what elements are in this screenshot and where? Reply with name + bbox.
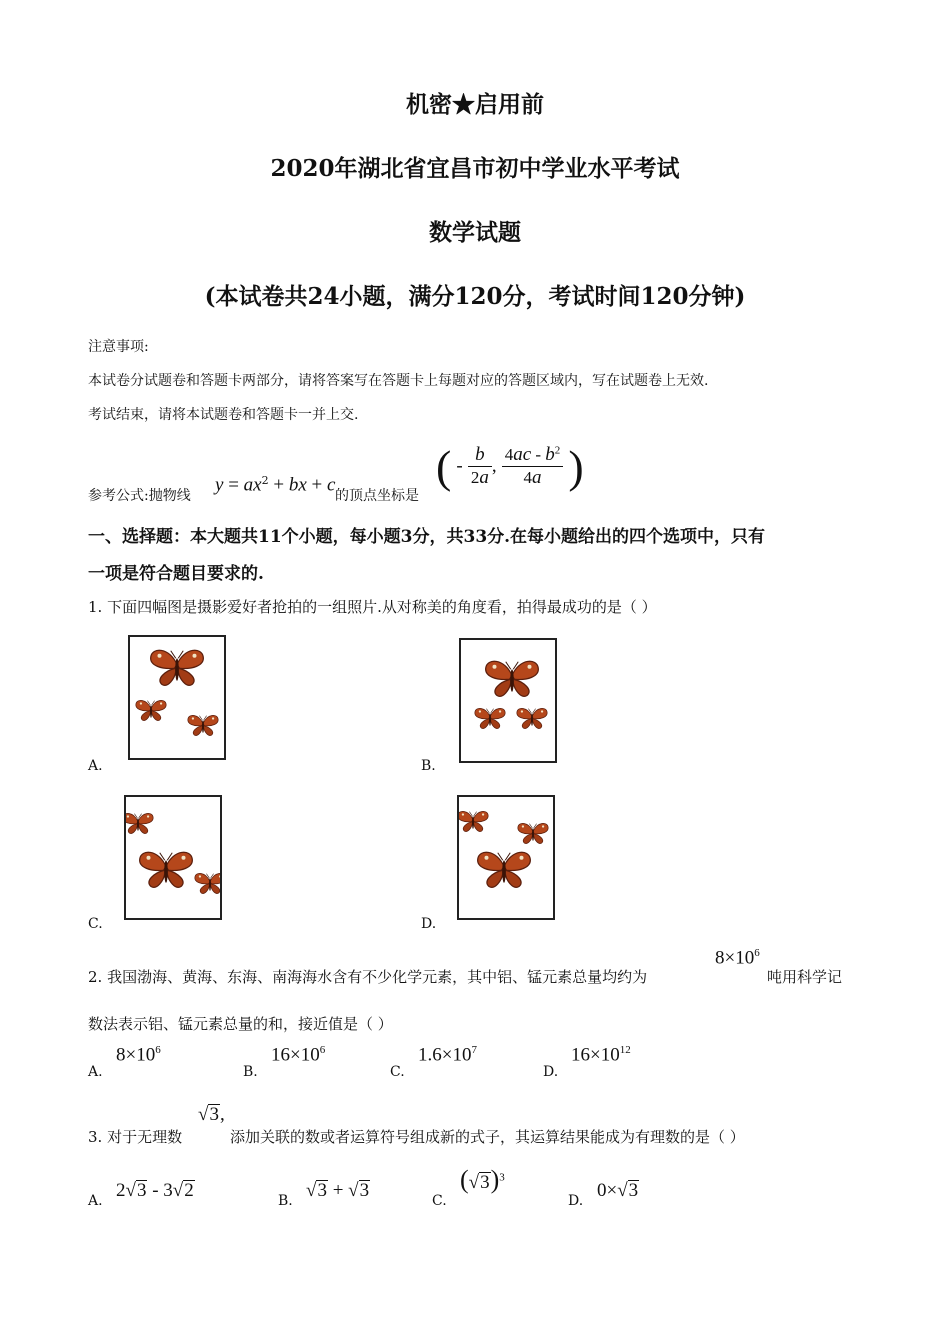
- q3-label-c: C.: [432, 1193, 447, 1209]
- q3-option-d: 0×√3: [597, 1180, 639, 1201]
- secret-label: 机密★启用前: [406, 91, 544, 118]
- subject-title: 数学试题: [429, 219, 521, 246]
- q2-option-b: $16\times 10^6$: [271, 1044, 326, 1066]
- q3-text-a: 3. 对于无理数: [88, 1128, 183, 1146]
- q3-text-b: 添加关联的数或者运算符号组成新的式子，其运算结果能成为有理数的是（ ）: [230, 1128, 745, 1146]
- q2-option-d: $16\times 10^{12}$: [571, 1044, 631, 1066]
- formula-prefix: 参考公式:抛物线: [88, 488, 191, 504]
- q3-label-d: D.: [568, 1193, 584, 1209]
- parabola-formula: $y = ax^2$ + bx + c: [215, 474, 336, 496]
- notes-line-2: 考试结束，请将本试题卷和答题卡一并上交.: [88, 407, 359, 423]
- q2-label-a: A.: [88, 1064, 103, 1080]
- notes-heading: 注意事项:: [88, 339, 149, 355]
- q1-label-b: B.: [421, 758, 436, 774]
- q2-label-d: D.: [543, 1064, 559, 1080]
- q2-text-c: 数法表示铝、锰元素总量的和，接近值是（ ）: [88, 1015, 393, 1033]
- q3-option-a: 2√3 - 3√2: [116, 1180, 194, 1201]
- q3-option-b: √3 + √3: [306, 1180, 370, 1201]
- q3-label-b: B.: [278, 1193, 293, 1209]
- section-1-line-2: 一项是符合题目要求的.: [88, 564, 264, 584]
- q1-text: 1. 下面四幅图是摄影爱好者抢拍的一组照片.从对称美的角度看，拍得最成功的是（ ）: [88, 598, 657, 616]
- q2-text-b: 吨用科学记: [767, 968, 843, 986]
- q3-option-c: $(√3)^3$: [460, 1165, 505, 1194]
- butterflies-b: [461, 640, 555, 761]
- photo-d: [457, 795, 555, 920]
- q3-sqrt3: √3,: [198, 1104, 225, 1125]
- q2-text-a: 2. 我国渤海、黄海、东海、南海海水含有不少化学元素，其中铝、锰元素总量均约为: [88, 968, 648, 986]
- photo-b: [459, 638, 557, 763]
- q2-value: $8\times 10^6$: [715, 947, 760, 969]
- q3-label-a: A.: [88, 1193, 103, 1209]
- q1-label-c: C.: [88, 916, 103, 932]
- vertex-formula: ( - $\frac{b}{2a}$ , $\frac{4ac - b^2}{4a}$ ): [436, 441, 584, 492]
- notes-line-1: 本试卷分试题卷和答题卡两部分，请将答案写在答题卡上每题对应的答题区域内，写在试题卷上无效.: [88, 373, 709, 389]
- exam-info: (本试卷共24小题，满分120分，考试时间120分钟): [204, 283, 746, 310]
- butterflies-d: [459, 797, 553, 918]
- photo-c: [124, 795, 222, 920]
- exam-title: 2020年湖北省宜昌市初中学业水平考试: [270, 155, 680, 182]
- q2-label-c: C.: [390, 1064, 405, 1080]
- section-1-line-1: 一、选择题：本大题共11个小题，每小题3分，共33分.在每小题给出的四个选项中，只有: [88, 527, 766, 547]
- q2-label-b: B.: [243, 1064, 258, 1080]
- q2-option-a: $8\times 10^6$: [116, 1044, 161, 1066]
- butterflies-c: [126, 797, 220, 918]
- q1-label-d: D.: [421, 916, 437, 932]
- photo-a: [128, 635, 226, 760]
- q1-label-a: A.: [88, 758, 103, 774]
- q2-option-c: $1.6\times 10^7$: [418, 1044, 477, 1066]
- butterflies-a: [130, 637, 224, 758]
- formula-mid: 的顶点坐标是: [335, 488, 419, 504]
